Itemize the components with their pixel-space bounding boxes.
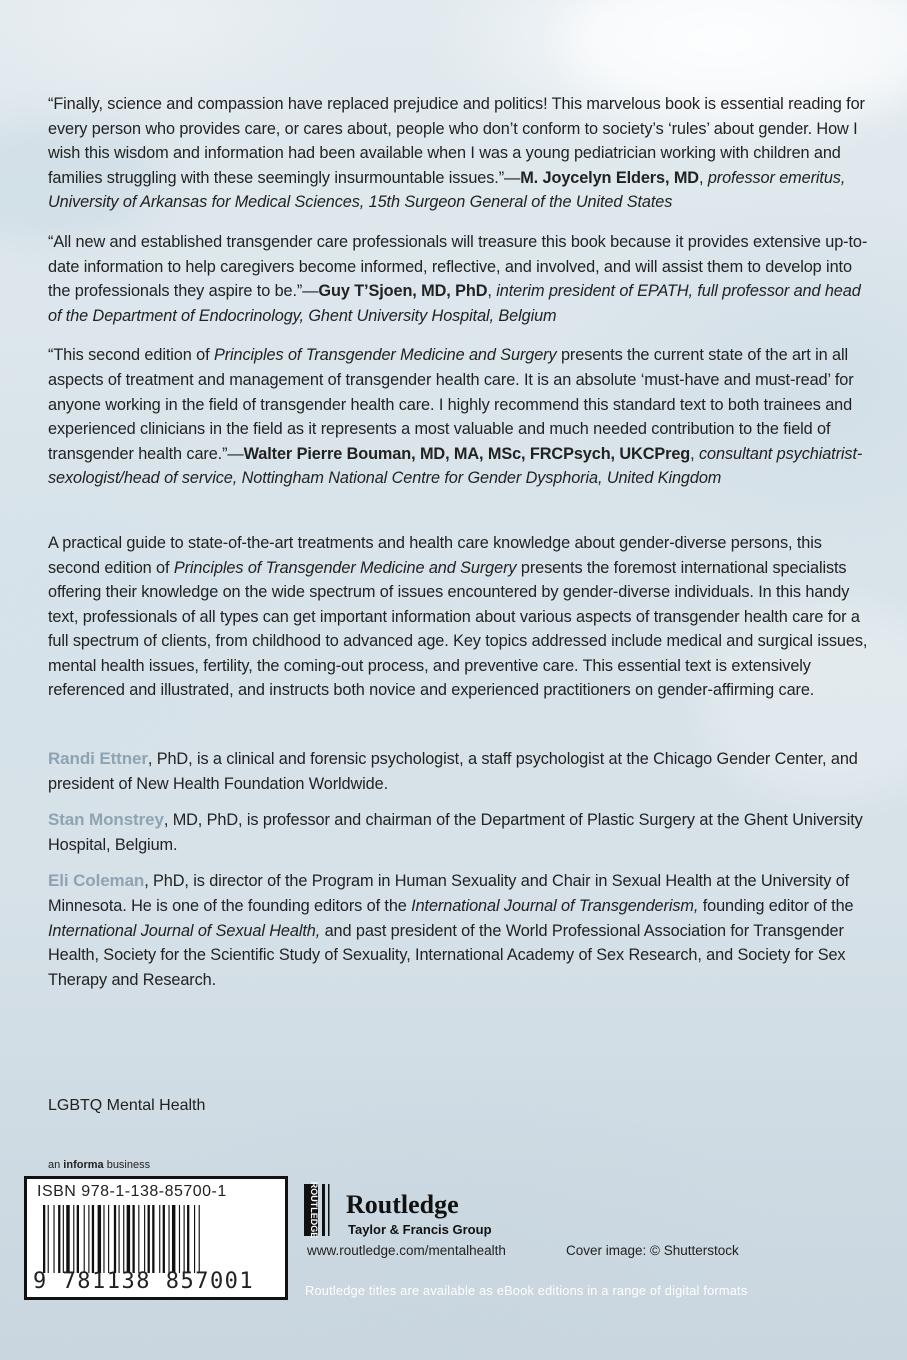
endorser-name: Walter Pierre Bouman, MD, MA, MSc, FRCPsych, UKCPreg xyxy=(243,444,691,463)
cover-image-credit: Cover image: © Shutterstock xyxy=(566,1243,739,1258)
editor-bios xyxy=(48,747,868,992)
routledge-logo xyxy=(302,1182,492,1243)
ebook-availability-note: Routledge titles are available as eBook editions in a range of digital formats xyxy=(305,1283,748,1298)
editor-name: Randi Ettner xyxy=(48,749,148,769)
endorser-role: consultant psychiatrist-sexologist/head of service, Nottingham National Centre for Gender Dysphoria, United Kingdom xyxy=(48,444,863,488)
book-title: Principles of Transgender Medicine and Surgery xyxy=(213,346,557,365)
book-title: Principles of Transgender Medicine and Surgery xyxy=(173,558,517,577)
isbn-label: ISBN 978-1-138-85700-1 xyxy=(37,1183,227,1200)
informa-business-label: an informa business xyxy=(48,1159,151,1171)
publisher-name: Routledge xyxy=(346,1190,459,1219)
editor-bio-2: Stan Monstrey, MD, PhD, is professor and chairman of the Department of Plastic Surgery at the Ghent University Hospital, Belgium. xyxy=(48,810,863,854)
endorser-role: interim president of EPATH, full professor and head of the Department of Endocrinology, Ghent University Hospital, Belgium xyxy=(48,282,861,325)
editor-name: Stan Monstrey xyxy=(48,810,164,830)
endorsement-quote-1: “Finally, science and compassion have replaced prejudice and politics! This marvelous book is essential reading for every person who provides care, or cares about, people who don’t conform to society’s ‘rules’ about gender. How I wish this wisdom and information had been available when I was a young pediatrician working with children and families struggling with these seemingly insurmountable issues.”—M. Joycelyn Elders, MD, professor emeritus, University of Arkansas for Medical Sciences, 15th Surgeon General of the United States xyxy=(48,95,865,212)
editor-name: Eli Coleman xyxy=(48,871,145,891)
barcode-bars xyxy=(43,1205,273,1273)
publisher-url: www.routledge.com/mentalhealth xyxy=(307,1243,506,1258)
book-description: A practical guide to state-of-the-art treatments and health care knowledge about gender-diverse persons, this second edition of Principles of Transgender Medicine and Surgery presents the foremost international specialists offering their knowledge on the wide spectrum of issues encountered by gender-diverse individuals. In this handy text, professionals of all types can get important information about various aspects of transgender health care for a full spectrum of clients, from childhood to advanced age. Key topics addressed include medical and surgical issues, mental health issues, fertility, the coming-out process, and preventive care. This essential text is extensively referenced and illustrated, and instructs both novice and experienced practitioners on gender-affirming care. xyxy=(48,533,868,700)
back-cover-content xyxy=(48,92,868,1004)
endorsement-quote-2: “All new and established transgender care professionals will treasure this book because it provides extensive up-to-date information to help caregivers become informed, reflective, and involved, and will assist them to develop into the professionals they aspire to be.”—Guy T’Sjoen, MD, PhD, interim president of EPATH, full professor and head of the Department of Endocrinology, Ghent University Hospital, Belgium xyxy=(48,232,868,325)
editor-bio-3: Eli Coleman, PhD, is director of the Program in Human Sexuality and Chair in Sexual Health at the University of Minnesota. He is one of the founding editors of the International Journal of Transgenderism, founding editor of the International Journal of Sexual Health, and past president of the World Professional Association for Transgender Health, Society for the Scientific Study of Sexuality, International Academy of Sex Research, and Society for Sex Therapy and Research. xyxy=(48,871,854,989)
endorser-role: professor emeritus, University of Arkansas for Medical Sciences, 15th Surgeon General of the United States xyxy=(48,168,846,212)
routledge-vertical-wordmark: ROUTLEDGE xyxy=(309,1182,319,1238)
publisher-group: Taylor & Francis Group xyxy=(348,1222,492,1237)
editor-bio-1: Randi Ettner, PhD, is a clinical and forensic psychologist, a staff psychologist at the Chicago Gender Center, and president of New Health Foundation Worldwide. xyxy=(48,749,858,793)
subject-category: LGBTQ Mental Health xyxy=(48,1097,206,1114)
endorsement-quote-3: “This second edition of Principles of Transgender Medicine and Surgery presents the current state of the art in all aspects of treatment and management of transgender health care. It is an absolute ‘must-have and must-read’ for anyone working in the field of transgender health care. I highly recommend this standard text to both trainees and experienced clinicians in the field as it represents a most valuable and much needed contribution to the field of transgender health care.”—Walter Pierre Bouman, MD, MA, MSc, FRCPsych, UKCPreg, consultant psychiatrist-sexologist/head of service, Nottingham National Centre for Gender Dysphoria, United Kingdom xyxy=(48,346,863,488)
isbn-barcode xyxy=(24,1176,288,1300)
endorser-name: Guy T’Sjoen, MD, PhD xyxy=(318,282,488,301)
routledge-emblem-icon xyxy=(302,1182,342,1238)
endorser-name: M. Joycelyn Elders, MD xyxy=(520,168,699,187)
barcode-digits: 9 781138 857001 xyxy=(33,1269,255,1294)
